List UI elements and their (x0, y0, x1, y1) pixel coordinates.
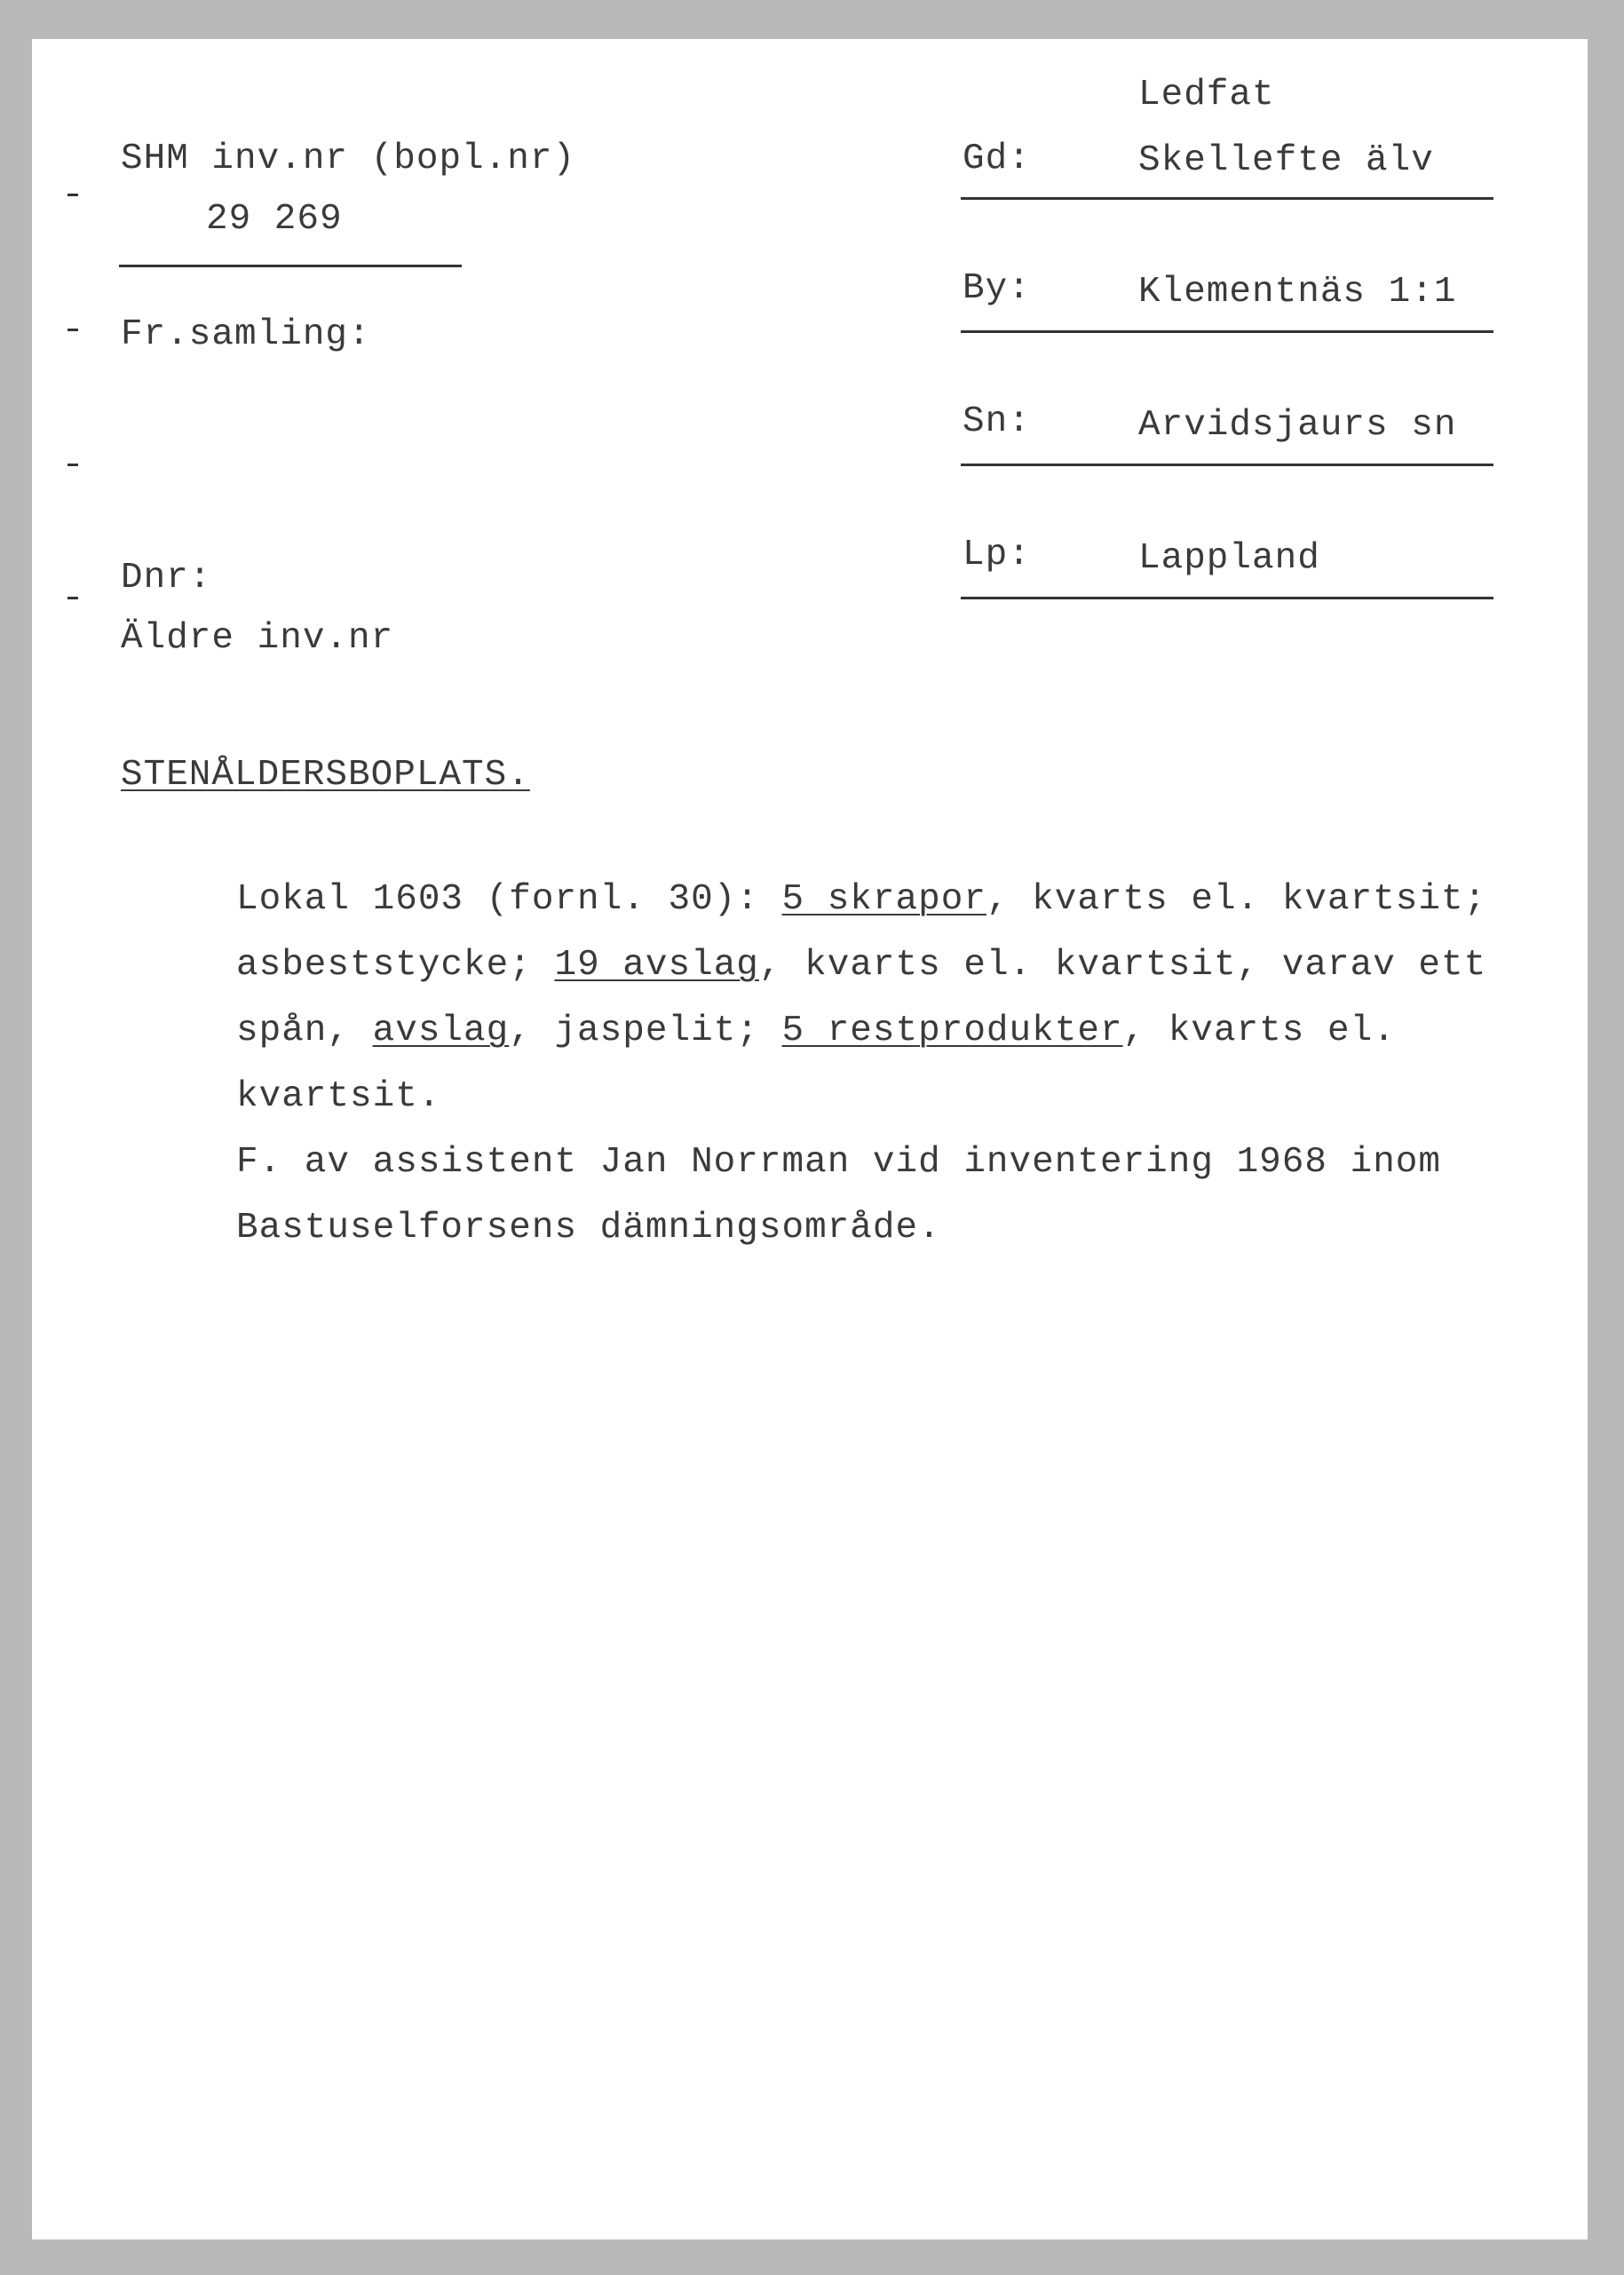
sn-label: Sn: (963, 401, 1031, 442)
text-line: Bastuselforsens dämningsområde. (236, 1208, 941, 1248)
sn-value: Arvidsjaurs sn (1138, 405, 1457, 446)
fr-samling-label: Fr.samling: (121, 314, 371, 355)
underlined-term: 5 skrapor (781, 879, 986, 920)
text-line: asbeststycke; 19 avslag, kvarts el. kvartsit, varav ett (236, 945, 1487, 986)
by-value: Klementnäs 1:1 (1138, 272, 1457, 313)
section-heading: STENÅLDERSBOPLATS. (121, 755, 530, 796)
lp-rule (961, 597, 1493, 599)
margin-tick (67, 194, 78, 196)
underlined-term: 19 avslag (554, 945, 759, 986)
by-label: By: (963, 268, 1031, 309)
text-line: F. av assistent Jan Norrman vid inventering 1968 inom (236, 1142, 1442, 1183)
lp-value: Lappland (1138, 538, 1320, 579)
aldre-inv-label: Äldre inv.nr (121, 618, 394, 659)
underlined-term: avslag (372, 1011, 510, 1051)
inventory-label: SHM inv.nr (bopl.nr) (121, 139, 576, 179)
text-line: kvartsit. (236, 1076, 441, 1117)
gd-label: Gd: (963, 139, 1031, 179)
gd-rule (961, 197, 1493, 200)
inventory-rule (119, 265, 462, 267)
lp-label: Lp: (963, 535, 1031, 575)
dnr-label: Dnr: (121, 558, 212, 598)
margin-tick (67, 464, 78, 466)
gd-value-line1: Ledfat (1138, 75, 1275, 115)
underlined-term: 5 restprodukter (781, 1011, 1123, 1051)
sn-rule (961, 464, 1493, 466)
margin-tick (67, 597, 78, 599)
text-line: spån, avslag, jaspelit; 5 restprodukter, kvarts el. (236, 1011, 1396, 1051)
gd-value-line2: Skellefte älv (1138, 140, 1434, 181)
inventory-number: 29 269 (206, 199, 343, 240)
description-paragraph (236, 867, 1568, 1261)
text-line: Lokal 1603 (fornl. 30): 5 skrapor, kvarts el. kvartsit; (236, 879, 1487, 920)
margin-tick (67, 329, 78, 331)
by-rule (961, 330, 1493, 333)
catalog-card (32, 39, 1588, 2239)
